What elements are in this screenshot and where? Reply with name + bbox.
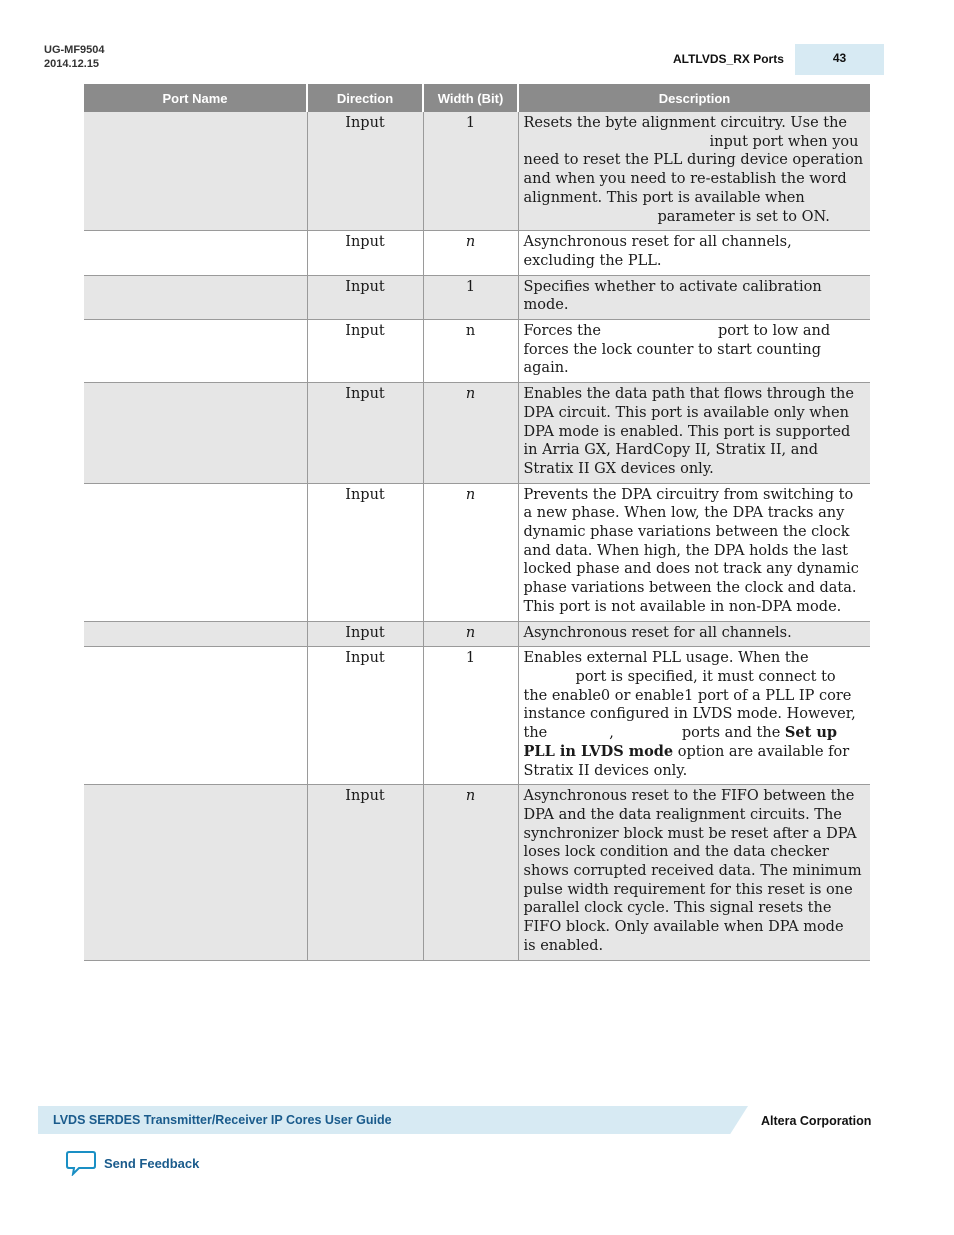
width-cell: n: [423, 483, 518, 621]
description-cell: [518, 383, 870, 484]
direction-cell: Input: [307, 785, 423, 960]
table-header-row: [84, 84, 870, 112]
port-name-cell: [84, 320, 307, 383]
direction-cell: Input: [307, 275, 423, 319]
description-text: Set up: [784, 724, 838, 742]
speech-bubble-icon: [66, 1150, 96, 1176]
description-text: DPA and the data realignment circuits. The: [523, 806, 842, 823]
column-header-width: Width (Bit): [423, 84, 518, 112]
description-text: the enable0 or enable1 port of a PLL IP core: [523, 687, 852, 704]
description-text: parameter is set to ON.: [657, 208, 830, 225]
port-name-cell: [84, 647, 307, 785]
description-text: port is specified, it must connect to: [575, 668, 836, 685]
doc-date: 2014.12.15: [44, 58, 100, 70]
description-text: a new phase. When low, the DPA tracks any: [523, 505, 845, 522]
direction-cell: Input: [307, 112, 423, 231]
width-cell: n: [423, 621, 518, 647]
description-text: synchronizer block must be reset after a DPA: [523, 825, 857, 842]
description-text: instance configured in LVDS mode. However,: [523, 706, 856, 723]
port-name-cell: [84, 112, 307, 231]
description-cell: [518, 621, 870, 647]
table-row: [84, 785, 870, 960]
description-text: Enables the data path that flows through the: [523, 386, 854, 403]
description-cell: [518, 785, 870, 960]
width-cell: 1: [423, 647, 518, 785]
description-cell: [518, 275, 870, 319]
direction-cell: Input: [307, 231, 423, 275]
description-text: DPA circuit. This port is available only when: [523, 404, 849, 421]
direction-cell: Input: [307, 383, 423, 484]
description-text: Stratix II devices only.: [523, 762, 688, 779]
description-text: input port when you: [709, 133, 859, 150]
description-text: DPA mode is enabled. This port is supported: [523, 423, 851, 440]
table-row: [84, 320, 870, 383]
ports-table: [84, 84, 870, 961]
description-text: and when you need to re-establish the word: [523, 171, 847, 188]
description-text: alignment. This port is available when: [523, 189, 805, 206]
port-name-cell: [84, 785, 307, 960]
width-cell: 1: [423, 275, 518, 319]
description-text: locked phase and does not track any dynamic: [523, 561, 859, 578]
table-row: [84, 383, 870, 484]
doc-number: UG-MF9504: [44, 44, 105, 56]
width-cell: n: [423, 320, 518, 383]
direction-cell: Input: [307, 320, 423, 383]
section-title: ALTLVDS_RX Ports: [673, 52, 784, 66]
width-cell: 1: [423, 112, 518, 231]
column-header-description: Description: [518, 84, 870, 112]
description-text: port to low and: [717, 323, 831, 340]
width-cell: n: [423, 785, 518, 960]
description-text: ports and the: [681, 725, 785, 742]
port-name-cell: [84, 383, 307, 484]
page-number: 43: [795, 44, 884, 75]
description-text: Enables external PLL usage. When the: [523, 650, 809, 667]
description-text: FIFO block. Only available when DPA mode: [523, 919, 844, 936]
table-row: [84, 647, 870, 785]
description-text: Forces the: [523, 323, 601, 340]
description-text: Specifies whether to activate calibration: [523, 278, 822, 295]
port-name-cell: [84, 621, 307, 647]
description-text: excluding the PLL.: [523, 252, 662, 269]
width-cell: n: [423, 231, 518, 275]
description-text: and data. When high, the DPA holds the last: [523, 542, 849, 559]
description-text: loses lock condition and the data checker: [523, 844, 829, 861]
document-id: [44, 43, 105, 71]
description-text: pulse width requirement for this reset is one: [523, 881, 853, 898]
width-cell: n: [423, 383, 518, 484]
port-name-cell: [84, 231, 307, 275]
description-cell: [518, 647, 870, 785]
description-text: is enabled.: [523, 937, 604, 954]
description-cell: [518, 320, 870, 383]
direction-cell: Input: [307, 621, 423, 647]
description-text: Asynchronous reset for all channels,: [523, 234, 792, 251]
footer-guide-title: LVDS SERDES Transmitter/Receiver IP Cores User Guide: [53, 1113, 392, 1127]
description-text: PLL in LVDS mode: [523, 742, 674, 760]
send-feedback-link[interactable]: [66, 1150, 199, 1176]
port-name-cell: [84, 483, 307, 621]
description-cell: [518, 483, 870, 621]
description-text: parallel clock cycle. This signal resets the: [523, 900, 832, 917]
table-row: [84, 483, 870, 621]
description-text: forces the lock counter to start counting: [523, 341, 822, 358]
port-name-cell: [84, 275, 307, 319]
description-cell: [518, 112, 870, 231]
ports-table-body: [84, 112, 870, 960]
description-text: mode.: [523, 297, 569, 314]
description-text: in Arria GX, HardCopy II, Stratix II, and: [523, 442, 819, 459]
table-row: [84, 112, 870, 231]
description-text: dynamic phase variations between the clock: [523, 524, 850, 541]
column-header-port-name: Port Name: [84, 84, 307, 112]
direction-cell: Input: [307, 647, 423, 785]
description-text: Asynchronous reset to the FIFO between the: [523, 788, 855, 805]
description-text: shows corrupted received data. The minimum: [523, 863, 862, 880]
description-text: again.: [523, 360, 569, 377]
send-feedback-label: Send Feedback: [104, 1155, 200, 1171]
description-text: Stratix II GX devices only.: [523, 460, 714, 477]
description-text: phase variations between the clock and data.: [523, 580, 857, 597]
description-text: the: [523, 725, 548, 742]
column-header-direction: Direction: [307, 84, 423, 112]
table-row: [84, 275, 870, 319]
description-text: Resets the byte alignment circuitry. Use the: [523, 115, 848, 131]
footer-company: Altera Corporation: [761, 1114, 872, 1128]
description-text: Prevents the DPA circuitry from switching to: [523, 486, 854, 503]
table-row: [84, 621, 870, 647]
description-text: Asynchronous reset for all channels.: [523, 624, 792, 641]
direction-cell: Input: [307, 483, 423, 621]
description-cell: [518, 231, 870, 275]
description-text: This port is not available in non-DPA mode.: [523, 598, 842, 615]
description-text: ,: [609, 725, 614, 742]
description-text: need to reset the PLL during device operation: [523, 152, 864, 169]
description-text: option are available for: [673, 743, 850, 760]
table-row: [84, 231, 870, 275]
